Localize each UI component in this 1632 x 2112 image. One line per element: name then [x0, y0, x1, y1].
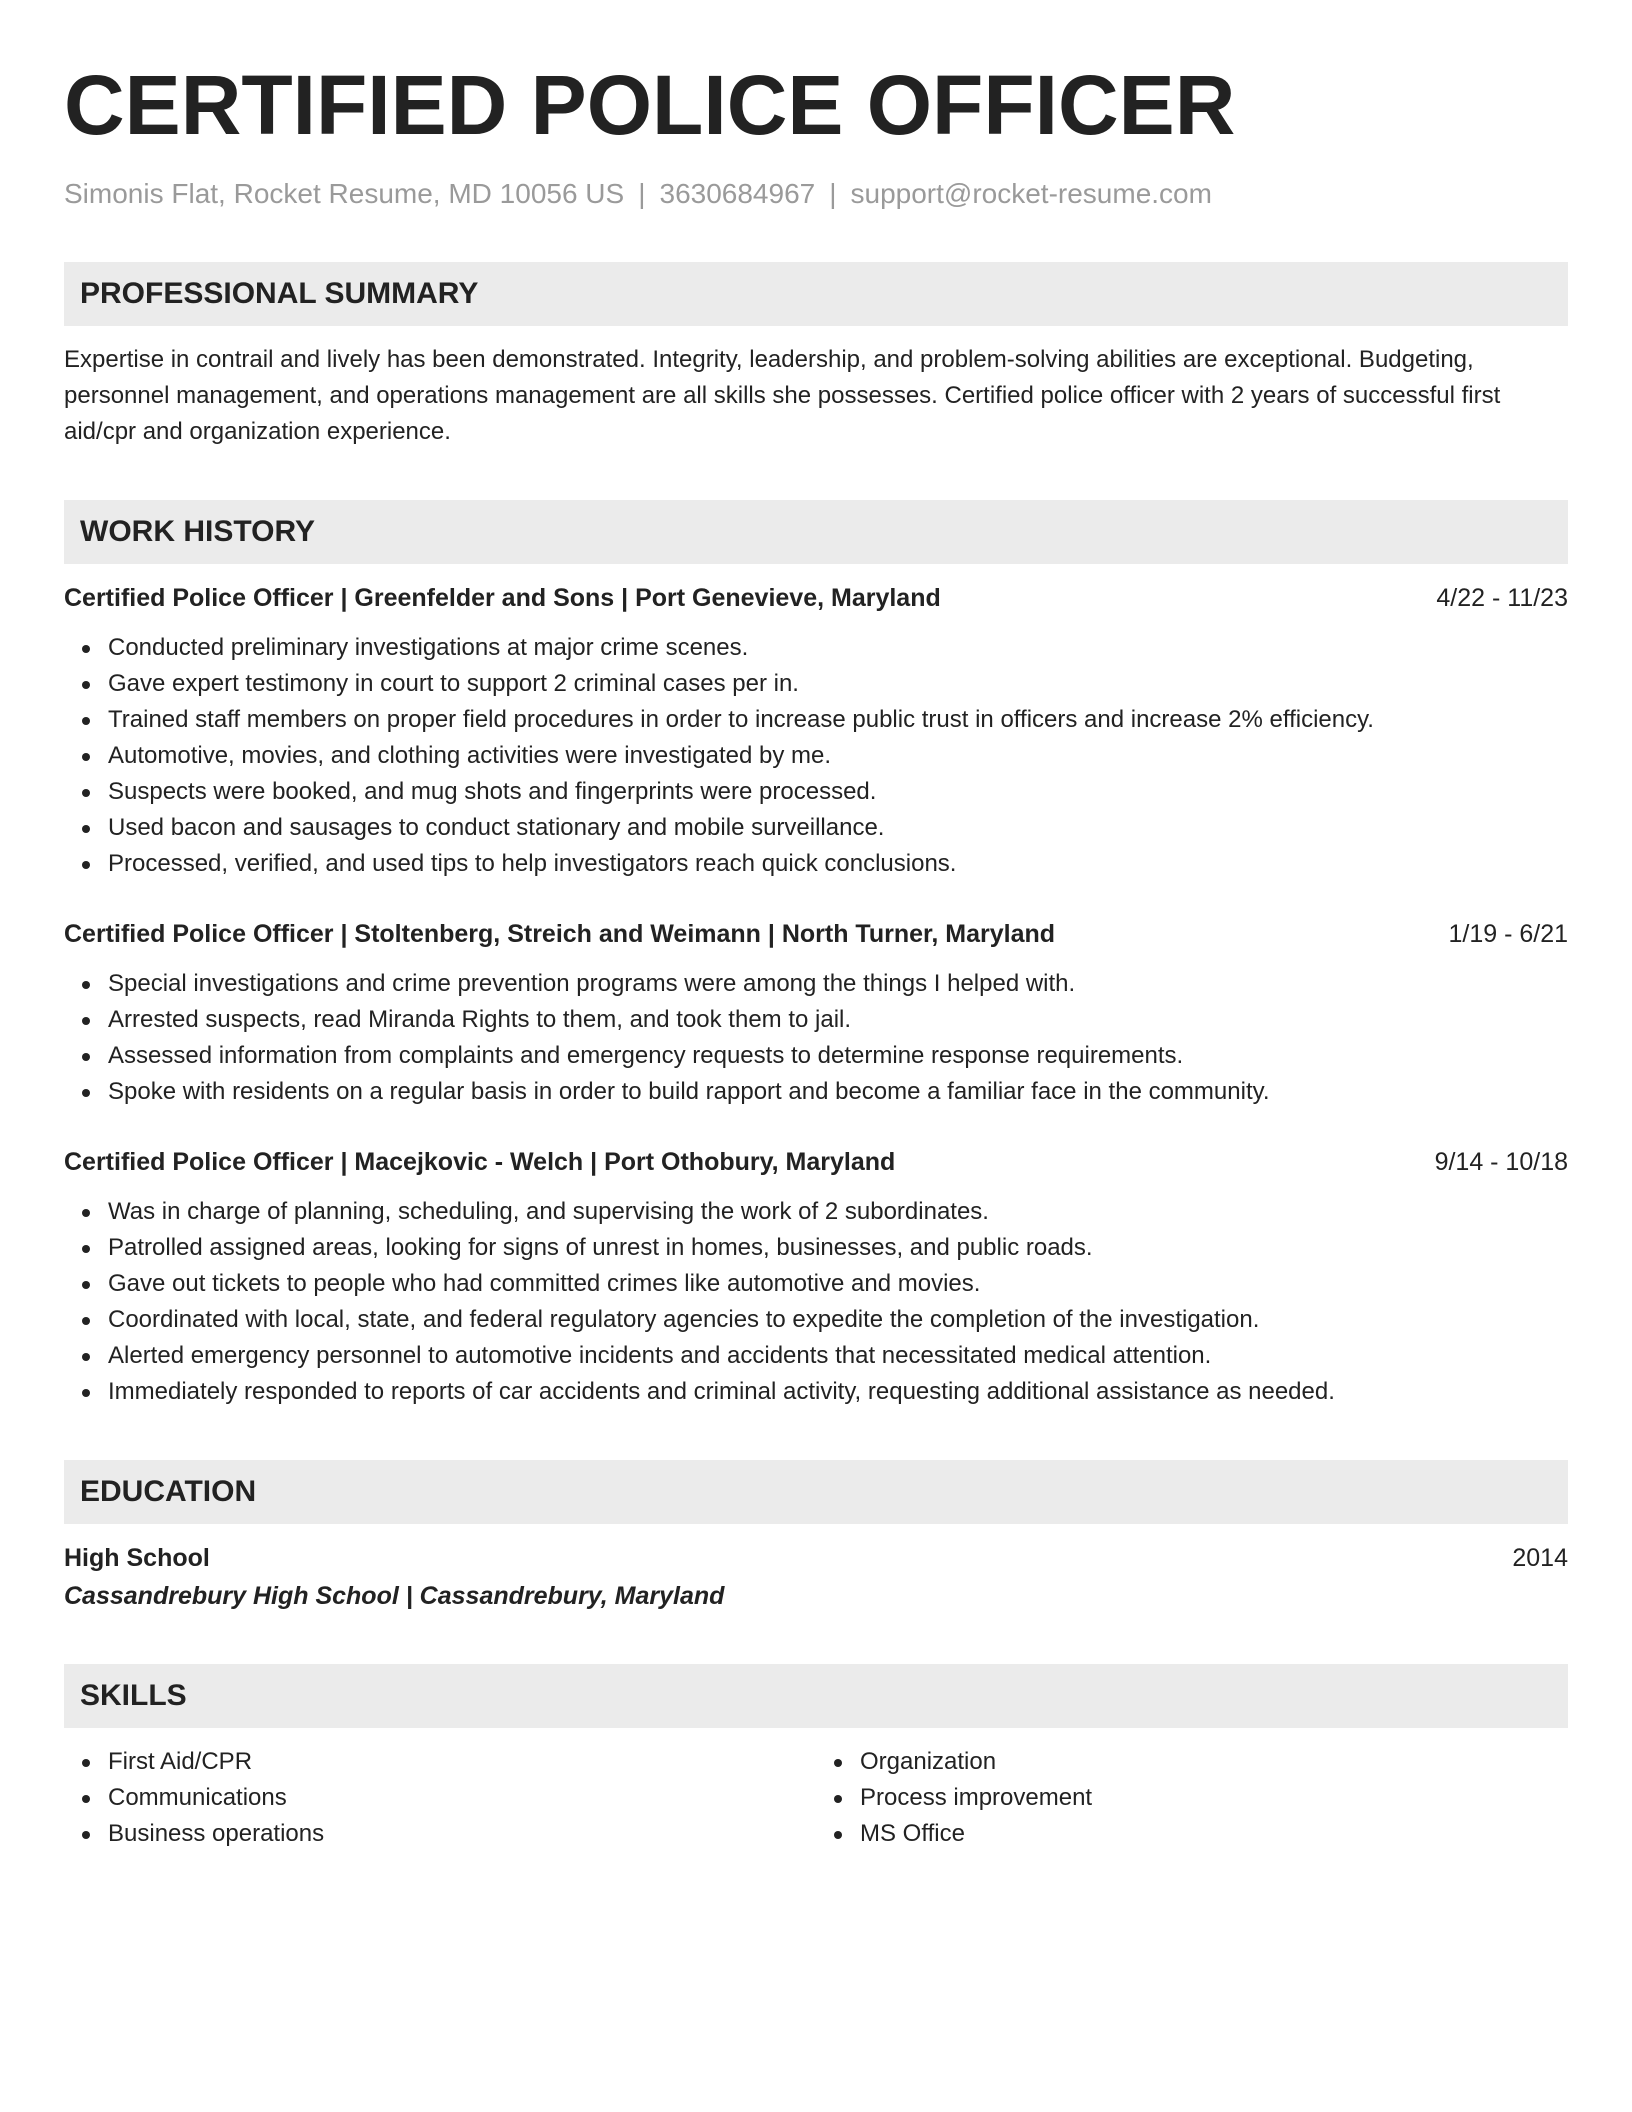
job-bullet: Arrested suspects, read Miranda Rights to them, and took them to jail. [108, 1002, 1568, 1038]
job-bullet: Alerted emergency personnel to automotive incidents and accidents that necessitated medical attention. [108, 1338, 1568, 1374]
job-bullet: Trained staff members on proper field procedures in order to increase public trust in officers and increase 2% efficiency. [108, 702, 1568, 738]
education-header [64, 1540, 1568, 1576]
job-dates: 9/14 - 10/18 [1434, 1148, 1568, 1176]
section-header-education: EDUCATION [64, 1460, 1568, 1524]
contact-separator: | [829, 178, 837, 209]
job-title: Certified Police Officer | Stoltenberg, Streich and Weimann | North Turner, Maryland [64, 920, 1056, 948]
job-bullets [64, 966, 1568, 1110]
skills-list [64, 1744, 816, 1852]
job-header [64, 1144, 1568, 1180]
education-degree: High School [64, 1544, 210, 1572]
section-header-skills: SKILLS [64, 1664, 1568, 1728]
job-bullet: Assessed information from complaints and emergency requests to determine response requirements. [108, 1038, 1568, 1074]
resume-name: CERTIFIED POLICE OFFICER [64, 58, 1236, 152]
job-bullet: Was in charge of planning, scheduling, and supervising the work of 2 subordinates. [108, 1194, 1568, 1230]
job-dates: 4/22 - 11/23 [1436, 584, 1568, 612]
contact-separator: | [638, 178, 646, 209]
skills-grid [64, 1744, 1568, 1852]
job-bullets [64, 630, 1568, 882]
skill-item: Process improvement [860, 1780, 1568, 1816]
job-bullet: Conducted preliminary investigations at major crime scenes. [108, 630, 1568, 666]
job-bullet: Immediately responded to reports of car accidents and criminal activity, requesting additional assistance as needed. [108, 1374, 1568, 1410]
education-school: Cassandrebury High School | Cassandrebury, Maryland [64, 1582, 725, 1610]
skill-item: Organization [860, 1744, 1568, 1780]
contact-line [64, 176, 1568, 212]
skills-column-right [816, 1744, 1568, 1852]
job-header [64, 580, 1568, 616]
job-bullet: Automotive, movies, and clothing activities were investigated by me. [108, 738, 1568, 774]
job-bullet: Spoke with residents on a regular basis in order to build rapport and become a familiar face in the community. [108, 1074, 1568, 1110]
job-bullet: Gave out tickets to people who had committed crimes like automotive and movies. [108, 1266, 1568, 1302]
job-entry [64, 580, 1568, 882]
job-bullet: Used bacon and sausages to conduct stationary and mobile surveillance. [108, 810, 1568, 846]
job-bullet: Processed, verified, and used tips to help investigators reach quick conclusions. [108, 846, 1568, 882]
job-entry [64, 1144, 1568, 1410]
job-bullet: Patrolled assigned areas, looking for signs of unrest in homes, businesses, and public roads. [108, 1230, 1568, 1266]
job-bullet: Gave expert testimony in court to support 2 criminal cases per in. [108, 666, 1568, 702]
skill-item: Communications [108, 1780, 816, 1816]
section-header-summary: PROFESSIONAL SUMMARY [64, 262, 1568, 326]
contact-phone: 3630684967 [659, 178, 816, 209]
job-bullet: Suspects were booked, and mug shots and fingerprints were processed. [108, 774, 1568, 810]
job-bullet: Special investigations and crime prevention programs were among the things I helped with. [108, 966, 1568, 1002]
skills-list [816, 1744, 1568, 1852]
job-title: Certified Police Officer | Macejkovic - Welch | Port Othobury, Maryland [64, 1148, 896, 1176]
skill-item: Business operations [108, 1816, 816, 1852]
contact-email: support@rocket-resume.com [850, 178, 1212, 209]
skills-column-left [64, 1744, 816, 1852]
education-year: 2014 [1512, 1544, 1568, 1572]
skill-item: MS Office [860, 1816, 1568, 1852]
job-bullet: Coordinated with local, state, and federal regulatory agencies to expedite the completion of the investigation. [108, 1302, 1568, 1338]
contact-address: Simonis Flat, Rocket Resume, MD 10056 US [64, 178, 625, 209]
skill-item: First Aid/CPR [108, 1744, 816, 1780]
job-entry [64, 916, 1568, 1110]
job-dates: 1/19 - 6/21 [1448, 920, 1568, 948]
summary-text: Expertise in contrail and lively has been demonstrated. Integrity, leadership, and problem-solving abilities are exceptional. Budgeting, personnel management, and operations management are all skills she possesses. Certified police officer with 2 years of successful first aid/cpr and organization experience. [64, 346, 1501, 445]
job-header [64, 916, 1568, 952]
section-header-work-history: WORK HISTORY [64, 500, 1568, 564]
job-bullets [64, 1194, 1568, 1410]
job-title: Certified Police Officer | Greenfelder and Sons | Port Genevieve, Maryland [64, 584, 941, 612]
